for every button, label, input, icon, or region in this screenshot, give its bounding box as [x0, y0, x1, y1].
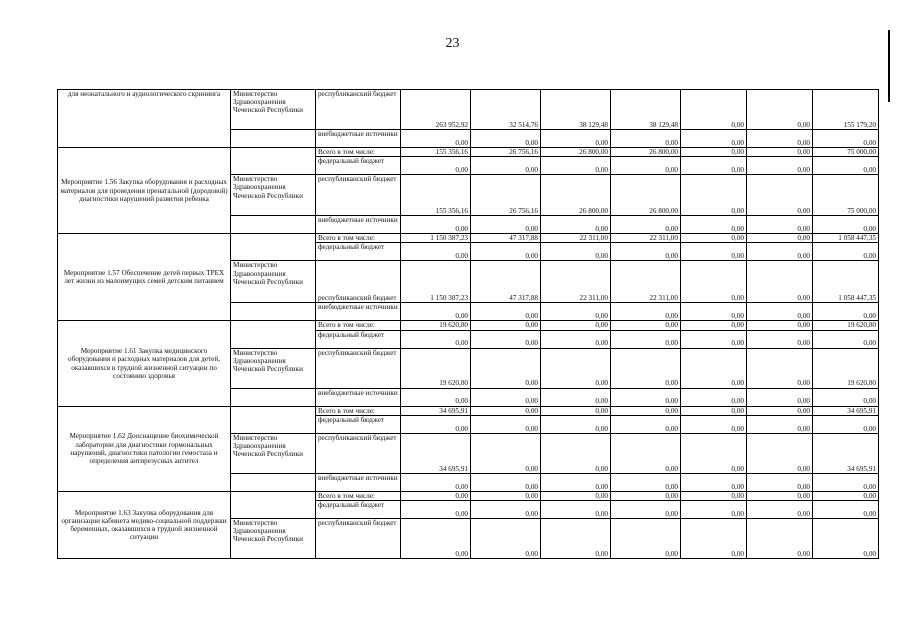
- value-cell: 0,00: [401, 501, 471, 519]
- value-cell: 0,00: [471, 330, 541, 348]
- funding-source: федеральный бюджет: [316, 157, 401, 175]
- value-cell: 0,00: [611, 473, 681, 491]
- value-cell: 1 150 387,23: [401, 234, 471, 243]
- value-cell: 0,00: [401, 303, 471, 321]
- value-cell: 0,00: [471, 406, 541, 415]
- value-cell: 0,00: [401, 473, 471, 491]
- funding-source: республиканский бюджет: [316, 433, 401, 473]
- value-cell: 0,00: [747, 303, 813, 321]
- value-cell: 0,00: [611, 433, 681, 473]
- value-cell: 0,00: [681, 433, 747, 473]
- ministry-cell: [231, 303, 316, 321]
- funding-source: федеральный бюджет: [316, 501, 401, 519]
- value-cell: 0,00: [681, 130, 747, 148]
- value-cell: 0,00: [541, 157, 611, 175]
- value-cell: 0,00: [681, 157, 747, 175]
- value-cell: 22 311,00: [541, 261, 611, 303]
- value-cell: 0,00: [681, 388, 747, 406]
- value-cell: 19 620,80: [813, 321, 879, 330]
- value-cell: 0,00: [681, 175, 747, 216]
- table-row: [58, 321, 879, 330]
- value-cell: 0,00: [681, 234, 747, 243]
- value-cell: 155 356,16: [401, 148, 471, 157]
- value-cell: 0,00: [541, 216, 611, 234]
- value-cell: 34 695,91: [813, 433, 879, 473]
- activity-name: для неонатального и аудиологического скрининга: [58, 90, 231, 148]
- value-cell: 155 356,16: [401, 175, 471, 216]
- value-cell: 75 000,00: [813, 175, 879, 216]
- value-cell: 0,00: [813, 130, 879, 148]
- funding-source: Всего в том числе:: [316, 321, 401, 330]
- value-cell: 0,00: [747, 501, 813, 519]
- value-cell: 0,00: [401, 157, 471, 175]
- activity-name: Мероприятие 1.61 Закупка медицинского оборудования и расходных материалов для детей, оказавшихся в трудной жизненной ситуации по состоянию здоровья: [58, 321, 231, 406]
- table-row: [58, 406, 879, 415]
- value-cell: 0,00: [611, 491, 681, 500]
- value-cell: 38 129,48: [611, 90, 681, 130]
- value-cell: 0,00: [541, 433, 611, 473]
- value-cell: 0,00: [541, 243, 611, 261]
- value-cell: 0,00: [747, 406, 813, 415]
- value-cell: 0,00: [611, 388, 681, 406]
- value-cell: 0,00: [471, 216, 541, 234]
- funding-source: Всего в том числе:: [316, 234, 401, 243]
- value-cell: 0,00: [471, 243, 541, 261]
- value-cell: 19 620,80: [813, 348, 879, 388]
- funding-source: республиканский бюджет: [316, 519, 401, 559]
- value-cell: 0,00: [401, 130, 471, 148]
- value-cell: 0,00: [541, 130, 611, 148]
- value-cell: 0,00: [813, 388, 879, 406]
- value-cell: 0,00: [401, 330, 471, 348]
- ministry-cell: [231, 473, 316, 491]
- value-cell: 0,00: [471, 348, 541, 388]
- value-cell: 0,00: [471, 388, 541, 406]
- funding-source: внебюджетные источники: [316, 388, 401, 406]
- value-cell: 0,00: [541, 415, 611, 433]
- value-cell: 0,00: [541, 406, 611, 415]
- value-cell: 0,00: [747, 491, 813, 500]
- value-cell: 0,00: [471, 473, 541, 491]
- value-cell: 0,00: [611, 216, 681, 234]
- value-cell: 0,00: [611, 348, 681, 388]
- funding-source: федеральный бюджет: [316, 330, 401, 348]
- funding-source: Всего в том числе:: [316, 491, 401, 500]
- value-cell: 263 952,92: [401, 90, 471, 130]
- activity-name: Мероприятие 1.63 Закупка оборудования для организации кабинета медико-социальной поддержки беременных, оказавшихся в трудной жизненной ситуации: [58, 491, 231, 558]
- value-cell: 0,00: [747, 243, 813, 261]
- funding-source: внебюджетные источники: [316, 303, 401, 321]
- value-cell: 0,00: [611, 130, 681, 148]
- ministry-cell: Министерство Здравоохранения Чеченской Республики: [231, 175, 316, 216]
- value-cell: 0,00: [747, 157, 813, 175]
- value-cell: 26 756,16: [471, 148, 541, 157]
- value-cell: 0,00: [471, 303, 541, 321]
- value-cell: 0,00: [471, 519, 541, 559]
- value-cell: 22 311,00: [541, 234, 611, 243]
- value-cell: 0,00: [471, 433, 541, 473]
- funding-source: федеральный бюджет: [316, 415, 401, 433]
- table-row: [58, 90, 879, 130]
- value-cell: 0,00: [681, 243, 747, 261]
- value-cell: 0,00: [541, 348, 611, 388]
- value-cell: 0,00: [611, 519, 681, 559]
- value-cell: 1 150 387,23: [401, 261, 471, 303]
- activity-name: Мероприятие 1.56 Закупка оборудования и расходных материалов для проведения пренатальной (дородовой) диагностики нарушений развития ребенка: [58, 148, 231, 234]
- value-cell: 0,00: [611, 406, 681, 415]
- value-cell: 0,00: [681, 148, 747, 157]
- funding-source: Всего в том числе:: [316, 406, 401, 415]
- value-cell: 0,00: [681, 90, 747, 130]
- value-cell: 0,00: [747, 473, 813, 491]
- value-cell: 0,00: [813, 243, 879, 261]
- funding-source: Всего в том числе:: [316, 148, 401, 157]
- ministry-cell: [231, 130, 316, 148]
- value-cell: 19 620,80: [401, 321, 471, 330]
- value-cell: 26 800,00: [541, 148, 611, 157]
- value-cell: 0,00: [611, 415, 681, 433]
- value-cell: 0,00: [471, 501, 541, 519]
- value-cell: 26 800,00: [611, 148, 681, 157]
- value-cell: 0,00: [401, 243, 471, 261]
- value-cell: 0,00: [813, 501, 879, 519]
- value-cell: 34 695,91: [401, 406, 471, 415]
- budget-table: [57, 89, 879, 559]
- margin-rule: [888, 30, 890, 102]
- value-cell: 0,00: [471, 415, 541, 433]
- value-cell: 0,00: [471, 130, 541, 148]
- value-cell: 38 129,48: [541, 90, 611, 130]
- value-cell: 0,00: [747, 130, 813, 148]
- value-cell: 75 000,00: [813, 148, 879, 157]
- value-cell: 0,00: [747, 90, 813, 130]
- value-cell: 0,00: [813, 303, 879, 321]
- value-cell: 0,00: [401, 216, 471, 234]
- page-number: 23: [445, 36, 460, 51]
- value-cell: 0,00: [541, 303, 611, 321]
- value-cell: 1 058 447,35: [813, 234, 879, 243]
- value-cell: 0,00: [813, 519, 879, 559]
- ministry-cell: [231, 406, 316, 433]
- value-cell: 0,00: [541, 473, 611, 491]
- value-cell: 0,00: [813, 330, 879, 348]
- ministry-cell: [231, 148, 316, 175]
- value-cell: 19 620,80: [401, 348, 471, 388]
- value-cell: 0,00: [471, 491, 541, 500]
- ministry-cell: Министерство Здравоохранения Чеченской Республики: [231, 90, 316, 130]
- value-cell: 0,00: [681, 406, 747, 415]
- value-cell: 0,00: [747, 321, 813, 330]
- funding-source: республиканский бюджет: [316, 348, 401, 388]
- value-cell: 26 800,00: [611, 175, 681, 216]
- value-cell: 0,00: [747, 261, 813, 303]
- value-cell: 0,00: [611, 330, 681, 348]
- value-cell: 1 058 447,35: [813, 261, 879, 303]
- value-cell: 0,00: [471, 321, 541, 330]
- value-cell: 0,00: [611, 243, 681, 261]
- value-cell: 155 179,20: [813, 90, 879, 130]
- value-cell: 26 800,00: [541, 175, 611, 216]
- value-cell: 0,00: [681, 501, 747, 519]
- value-cell: 0,00: [541, 519, 611, 559]
- ministry-cell: [231, 388, 316, 406]
- value-cell: 0,00: [813, 473, 879, 491]
- value-cell: 0,00: [747, 388, 813, 406]
- value-cell: 0,00: [813, 491, 879, 500]
- value-cell: 26 756,16: [471, 175, 541, 216]
- value-cell: 47 317,88: [471, 234, 541, 243]
- value-cell: 0,00: [747, 148, 813, 157]
- table-row: [58, 234, 879, 243]
- value-cell: 0,00: [611, 303, 681, 321]
- value-cell: 0,00: [611, 321, 681, 330]
- ministry-cell: [231, 491, 316, 518]
- value-cell: 0,00: [401, 415, 471, 433]
- value-cell: 0,00: [747, 433, 813, 473]
- value-cell: 0,00: [681, 216, 747, 234]
- value-cell: 0,00: [813, 415, 879, 433]
- value-cell: 0,00: [611, 157, 681, 175]
- value-cell: 0,00: [541, 388, 611, 406]
- value-cell: 0,00: [681, 330, 747, 348]
- value-cell: 0,00: [747, 234, 813, 243]
- ministry-cell: [231, 216, 316, 234]
- value-cell: 22 311,00: [611, 261, 681, 303]
- value-cell: 47 317,88: [471, 261, 541, 303]
- ministry-cell: [231, 234, 316, 261]
- value-cell: 0,00: [681, 261, 747, 303]
- value-cell: 0,00: [681, 473, 747, 491]
- table-row: [58, 148, 879, 157]
- funding-source: республиканский бюджет: [316, 90, 401, 130]
- value-cell: 0,00: [681, 491, 747, 500]
- value-cell: 0,00: [813, 216, 879, 234]
- value-cell: 0,00: [541, 330, 611, 348]
- value-cell: 0,00: [541, 491, 611, 500]
- table-row: [58, 491, 879, 500]
- value-cell: 0,00: [541, 501, 611, 519]
- ministry-cell: Министерство Здравоохранения Чеченской Республики: [231, 348, 316, 388]
- value-cell: 0,00: [747, 519, 813, 559]
- ministry-cell: [231, 321, 316, 348]
- value-cell: 22 311,00: [611, 234, 681, 243]
- value-cell: 0,00: [471, 157, 541, 175]
- value-cell: 0,00: [747, 175, 813, 216]
- funding-source: внебюджетные источники: [316, 473, 401, 491]
- value-cell: 0,00: [747, 415, 813, 433]
- funding-source: внебюджетные источники: [316, 216, 401, 234]
- value-cell: 0,00: [813, 157, 879, 175]
- value-cell: 0,00: [681, 303, 747, 321]
- value-cell: 0,00: [401, 388, 471, 406]
- value-cell: 0,00: [681, 415, 747, 433]
- value-cell: 0,00: [747, 330, 813, 348]
- value-cell: 0,00: [401, 519, 471, 559]
- funding-source: республиканский бюджет: [316, 261, 401, 303]
- value-cell: 0,00: [681, 321, 747, 330]
- ministry-cell: Министерство Здравоохранения Чеченской Республики: [231, 519, 316, 559]
- value-cell: 0,00: [681, 519, 747, 559]
- value-cell: 34 695,91: [401, 433, 471, 473]
- funding-source: федеральный бюджет: [316, 243, 401, 261]
- ministry-cell: Министерство Здравоохранения Чеченской Республики: [231, 261, 316, 303]
- activity-name: Мероприятие 1.62 Дооснащение биохимической лаборатории для диагностики гормональных нарушений, диагностики патологии гемостаза и определения антирезусных антител: [58, 406, 231, 491]
- activity-name: Мероприятие 1.57 Обеспечение детей первых ТРЕХ лет жизни из малоимущих семей детским питанием: [58, 234, 231, 321]
- value-cell: 0,00: [611, 501, 681, 519]
- value-cell: 32 514,76: [471, 90, 541, 130]
- funding-source: внебюджетные источники: [316, 130, 401, 148]
- value-cell: 0,00: [747, 348, 813, 388]
- value-cell: 0,00: [681, 348, 747, 388]
- value-cell: 0,00: [401, 491, 471, 500]
- value-cell: 0,00: [541, 321, 611, 330]
- ministry-cell: Министерство Здравоохранения Чеченской Республики: [231, 433, 316, 473]
- value-cell: 34 695,91: [813, 406, 879, 415]
- funding-source: республиканский бюджет: [316, 175, 401, 216]
- value-cell: 0,00: [747, 216, 813, 234]
